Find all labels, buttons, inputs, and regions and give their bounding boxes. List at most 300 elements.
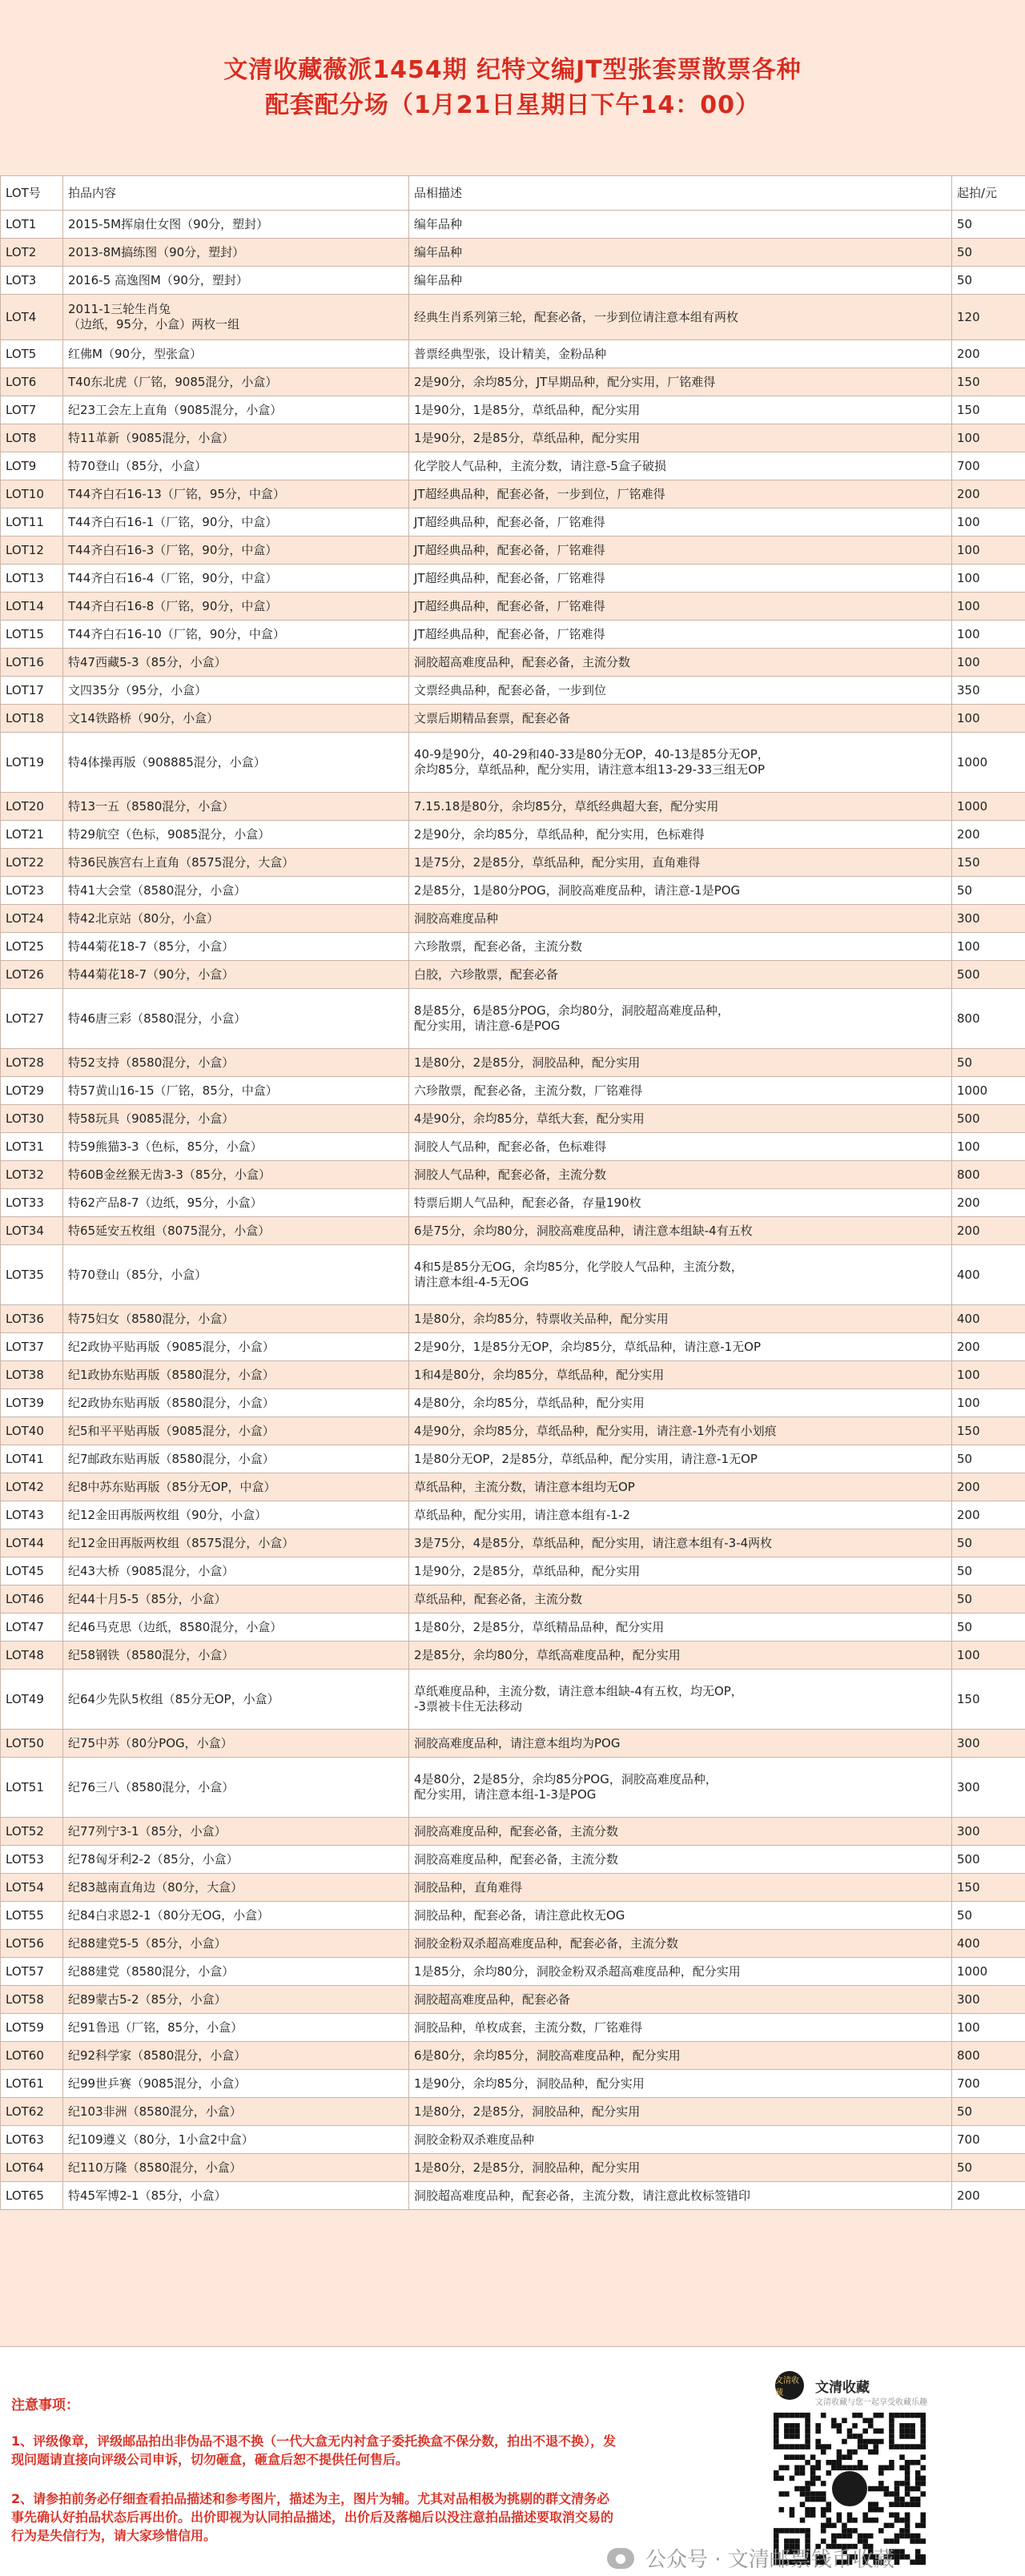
item-content: 纪89蒙古5-2（85分，小盒） [63, 1986, 409, 2014]
condition-description: 六珍散票，配套必备，主流分数，厂铭难得 [409, 1077, 952, 1105]
table-row [1, 621, 1025, 649]
start-price: 100 [952, 508, 1025, 536]
item-content: T44齐白石16-1（厂铭，90分，中盒） [63, 508, 409, 536]
lot-number: LOT32 [1, 1161, 63, 1189]
start-price: 300 [952, 1758, 1025, 1818]
table-row [1, 1105, 1025, 1133]
lot-number: LOT44 [1, 1529, 63, 1557]
item-content: 纪7邮政东贴再版（8580混分，小盒） [63, 1445, 409, 1473]
table-row [1, 2042, 1025, 2070]
start-price: 500 [952, 961, 1025, 989]
item-content: 特65延安五枚组（8075混分，小盒） [63, 1217, 409, 1245]
item-content: 2013-8M搞练图（90分，塑封） [63, 239, 409, 267]
item-content: 特70登山（85分，小盒） [63, 452, 409, 480]
start-price: 100 [952, 2014, 1025, 2042]
condition-description: 2是90分，余均85分，JT早期品种，配分实用，厂铭难得 [409, 368, 952, 396]
start-price: 50 [952, 267, 1025, 295]
lot-number: LOT37 [1, 1333, 63, 1361]
item-content: 特58玩具（9085混分，小盒） [63, 1105, 409, 1133]
condition-description: 洞胶超高难度品种，配套必备 [409, 1986, 952, 2014]
condition-description: 4是80分，2是85分，余均85分POG，洞胶高难度品种， 配分实用，请注意本组-1-3是POG [409, 1758, 952, 1818]
lot-number: LOT7 [1, 396, 63, 424]
lot-number: LOT18 [1, 705, 63, 733]
condition-description: 草纸品种，主流分数，请注意本组均无OP [409, 1473, 952, 1501]
table-row [1, 989, 1025, 1049]
start-price: 150 [952, 368, 1025, 396]
start-price: 200 [952, 1217, 1025, 1245]
item-content: 特13一五（8580混分，小盒） [63, 793, 409, 821]
start-price: 200 [952, 480, 1025, 508]
start-price: 50 [952, 1557, 1025, 1585]
item-content: 特29航空（色标，9085混分，小盒） [63, 821, 409, 849]
lot-number: LOT15 [1, 621, 63, 649]
table-row [1, 2154, 1025, 2182]
lot-number: LOT22 [1, 849, 63, 877]
condition-description: 1和4是80分，余均85分，草纸品种，配分实用 [409, 1361, 952, 1389]
table-row [1, 1585, 1025, 1614]
condition-description: 4和5是85分无OG，余均85分，化学胶人气品种，主流分数， 请注意本组-4-5无OG [409, 1245, 952, 1305]
condition-description: 1是80分无OP，2是85分，草纸品种，配分实用，请注意-1无OP [409, 1445, 952, 1473]
item-content: 纪84白求恩2-1（80分无OG，小盒） [63, 1902, 409, 1930]
watermark-text: 公众号 · 文清邮票钱币收藏 [645, 2543, 894, 2573]
item-content: T44齐白石16-4（厂铭，90分，中盒） [63, 565, 409, 593]
item-content: T44齐白石16-13（厂铭，95分，中盒） [63, 480, 409, 508]
item-content: 特36民族宫右上直角（8575混分，大盒） [63, 849, 409, 877]
lot-number: LOT40 [1, 1417, 63, 1445]
item-content: 纪92科学家（8580混分，小盒） [63, 2042, 409, 2070]
table-row [1, 396, 1025, 424]
condition-description: 洞胶高难度品种，请注意本组均为POG [409, 1730, 952, 1758]
table-row [1, 452, 1025, 480]
item-content: 红佛M（90分，型张盒） [63, 340, 409, 368]
table-row [1, 1874, 1025, 1902]
lot-number: LOT55 [1, 1902, 63, 1930]
item-content: 纪1政协东贴再版（8580混分，小盒） [63, 1361, 409, 1389]
condition-description: 白胶，六珍散票，配套必备 [409, 961, 952, 989]
item-content: 特70登山（85分，小盒） [63, 1245, 409, 1305]
start-price: 100 [952, 424, 1025, 452]
condition-description: JT超经典品种，配套必备，厂铭难得 [409, 593, 952, 621]
condition-description: 特票后期人气品种，配套必备，存量190枚 [409, 1189, 952, 1217]
condition-description: 洞胶超高难度品种，配套必备，主流分数，请注意此枚标签错印 [409, 2182, 952, 2210]
lot-number: LOT39 [1, 1389, 63, 1417]
table-row [1, 2098, 1025, 2126]
start-price: 800 [952, 2042, 1025, 2070]
start-price: 150 [952, 1417, 1025, 1445]
start-price: 50 [952, 1445, 1025, 1473]
lot-number: LOT61 [1, 2070, 63, 2098]
table-row [1, 1529, 1025, 1557]
table-row [1, 933, 1025, 961]
lot-number: LOT3 [1, 267, 63, 295]
start-price: 100 [952, 1361, 1025, 1389]
start-price: 1000 [952, 793, 1025, 821]
condition-description: 文票后期精品套票，配套必备 [409, 705, 952, 733]
condition-description: 4是90分，余均85分，草纸大套，配分实用 [409, 1105, 952, 1133]
item-content: 特52支持（8580混分，小盒） [63, 1049, 409, 1077]
condition-description: 洞胶品种，直角难得 [409, 1874, 952, 1902]
lot-number: LOT27 [1, 989, 63, 1049]
table-header-row [1, 176, 1025, 211]
item-content: 特62产品8-7（边纸，95分，小盒） [63, 1189, 409, 1217]
start-price: 500 [952, 1105, 1025, 1133]
lot-number: LOT63 [1, 2126, 63, 2154]
table-row [1, 1846, 1025, 1874]
start-price: 400 [952, 1245, 1025, 1305]
item-content: 特44菊花18-7（85分，小盒） [63, 933, 409, 961]
condition-description: 编年品种 [409, 267, 952, 295]
start-price: 50 [952, 1902, 1025, 1930]
item-content: 2016-5 高逸图M（90分，塑封） [63, 267, 409, 295]
table-row [1, 1758, 1025, 1818]
item-content: 纪2政协东贴再版（8580混分，小盒） [63, 1389, 409, 1417]
condition-description: 洞胶高难度品种，配套必备，主流分数 [409, 1846, 952, 1874]
table-row [1, 593, 1025, 621]
start-price: 50 [952, 1049, 1025, 1077]
start-price: 100 [952, 565, 1025, 593]
table-row [1, 1930, 1025, 1958]
item-content: 纪88建党（8580混分，小盒） [63, 1958, 409, 1986]
table-row [1, 705, 1025, 733]
start-price: 100 [952, 536, 1025, 565]
item-content: 文四35分（95分，小盒） [63, 677, 409, 705]
table-row [1, 340, 1025, 368]
lot-number: LOT42 [1, 1473, 63, 1501]
start-price: 200 [952, 1473, 1025, 1501]
condition-description: 1是80分，2是85分，洞胶品种，配分实用 [409, 2098, 952, 2126]
condition-description: 7.15.18是80分，余均85分，草纸经典超大套，配分实用 [409, 793, 952, 821]
item-content: 纪5和平平贴再版（9085混分，小盒） [63, 1417, 409, 1445]
item-content: 特4体操再版（908885混分，小盒） [63, 733, 409, 793]
condition-description: 1是80分，2是85分，草纸精品品种，配分实用 [409, 1614, 952, 1642]
qr-code-icon [774, 2413, 926, 2565]
item-content: 特41大会堂（8580混分，小盒） [63, 877, 409, 905]
table-row [1, 1902, 1025, 1930]
lot-number: LOT24 [1, 905, 63, 933]
lot-number: LOT17 [1, 677, 63, 705]
table-row [1, 1077, 1025, 1105]
table-row [1, 1189, 1025, 1217]
table-row [1, 368, 1025, 396]
header-condition: 品相描述 [409, 176, 952, 211]
table-row [1, 211, 1025, 239]
lot-number: LOT4 [1, 295, 63, 340]
condition-description: 2是85分，余均80分，草纸高难度品种，配分实用 [409, 1642, 952, 1670]
item-content: 纪83越南直角边（80分，大盒） [63, 1874, 409, 1902]
condition-description: 普票经典型张，设计精美，金粉品种 [409, 340, 952, 368]
title-line-1: 文清收藏薇派1454期 纪特文编JT型张套票散票各种 [223, 53, 802, 88]
item-content: 纪8中苏东贴再版（85分无OP，中盒） [63, 1473, 409, 1501]
item-content: 特11革新（9085混分，小盒） [63, 424, 409, 452]
condition-description: 洞胶人气品种，配套必备，色标难得 [409, 1133, 952, 1161]
start-price: 1000 [952, 1077, 1025, 1105]
start-price: 50 [952, 1529, 1025, 1557]
brand [775, 2371, 870, 2400]
table-row [1, 905, 1025, 933]
condition-description: 2是90分，余均85分，草纸品种，配分实用，色标难得 [409, 821, 952, 849]
start-price: 200 [952, 1333, 1025, 1361]
table-row [1, 1730, 1025, 1758]
condition-description: 草纸品种，配分实用，请注意本组有-1-2 [409, 1501, 952, 1529]
item-content: 纪12金田再版两枚组（90分，小盒） [63, 1501, 409, 1529]
item-content: T44齐白石16-3（厂铭，90分，中盒） [63, 536, 409, 565]
watermark [607, 2543, 894, 2573]
lot-number: LOT8 [1, 424, 63, 452]
condition-description: 1是90分，余均85分，洞胶品种，配分实用 [409, 2070, 952, 2098]
lot-number: LOT21 [1, 821, 63, 849]
condition-description: 40-9是90分，40-29和40-33是80分无OP，40-13是85分无OP， 余均85分，草纸品种，配分实用，请注意本组13-29-33三组无OP [409, 733, 952, 793]
lot-number: LOT38 [1, 1361, 63, 1389]
item-content: 特45军博2-1（85分，小盒） [63, 2182, 409, 2210]
item-content: 纪91鲁迅（厂铭，85分，小盒） [63, 2014, 409, 2042]
item-content: 纪44十月5-5（85分，小盒） [63, 1585, 409, 1614]
table-row [1, 536, 1025, 565]
start-price: 300 [952, 1730, 1025, 1758]
item-content: 特42北京站（80分，小盒） [63, 905, 409, 933]
condition-description: 洞胶金粉双杀超高难度品种，配套必备，主流分数 [409, 1930, 952, 1958]
lot-number: LOT43 [1, 1501, 63, 1529]
condition-description: 1是80分，2是85分，洞胶品种，配分实用 [409, 1049, 952, 1077]
condition-description: 洞胶高难度品种 [409, 905, 952, 933]
lot-number: LOT13 [1, 565, 63, 593]
item-content: 特47西藏5-3（85分，小盒） [63, 649, 409, 677]
item-content: T44齐白石16-8（厂铭，90分，中盒） [63, 593, 409, 621]
start-price: 200 [952, 1501, 1025, 1529]
condition-description: 文票经典品种，配套必备，一步到位 [409, 677, 952, 705]
condition-description: JT超经典品种，配套必备，厂铭难得 [409, 508, 952, 536]
condition-description: JT超经典品种，配套必备，厂铭难得 [409, 621, 952, 649]
condition-description: 草纸难度品种，主流分数，请注意本组缺-4有五枚，均无OP， -3票被卡住无法移动 [409, 1670, 952, 1730]
condition-description: 编年品种 [409, 239, 952, 267]
table-row [1, 1958, 1025, 1986]
table-row [1, 1333, 1025, 1361]
lot-number: LOT23 [1, 877, 63, 905]
lot-number: LOT14 [1, 593, 63, 621]
table-row [1, 849, 1025, 877]
lot-number: LOT20 [1, 793, 63, 821]
item-content: 特57黄山16-15（厂铭，85分，中盒） [63, 1077, 409, 1105]
table-row [1, 508, 1025, 536]
start-price: 100 [952, 593, 1025, 621]
condition-description: 编年品种 [409, 211, 952, 239]
start-price: 700 [952, 2070, 1025, 2098]
lot-number: LOT50 [1, 1730, 63, 1758]
table-row [1, 1818, 1025, 1846]
item-content: 2011-1三轮生肖兔 （边纸，95分，小盒）两枚一组 [63, 295, 409, 340]
start-price: 50 [952, 2098, 1025, 2126]
condition-description: 6是80分，余均85分，洞胶高难度品种，配分实用 [409, 2042, 952, 2070]
lot-number: LOT56 [1, 1930, 63, 1958]
item-content: 纪110万隆（8580混分，小盒） [63, 2154, 409, 2182]
item-content: 纪75中苏（80分POG，小盒） [63, 1730, 409, 1758]
item-content: 2015-5M挥扇仕女图（90分，塑封） [63, 211, 409, 239]
brand-name: 文清收藏 [815, 2376, 870, 2396]
table-row [1, 424, 1025, 452]
condition-description: 洞胶金粉双杀难度品种 [409, 2126, 952, 2154]
lot-number: LOT6 [1, 368, 63, 396]
start-price: 700 [952, 452, 1025, 480]
start-price: 100 [952, 933, 1025, 961]
start-price: 1000 [952, 1958, 1025, 1986]
condition-description: 3是75分，4是85分，草纸品种，配分实用，请注意本组有-3-4两枚 [409, 1529, 952, 1557]
condition-description: 4是90分，余均85分，草纸品种，配分实用，请注意-1外壳有小划痕 [409, 1417, 952, 1445]
table-row [1, 821, 1025, 849]
condition-description: 草纸品种，配套必备，主流分数 [409, 1585, 952, 1614]
item-content: 纪43大桥（9085混分，小盒） [63, 1557, 409, 1585]
start-price: 50 [952, 2154, 1025, 2182]
table-row [1, 1473, 1025, 1501]
lot-number: LOT41 [1, 1445, 63, 1473]
start-price: 50 [952, 1614, 1025, 1642]
lot-number: LOT25 [1, 933, 63, 961]
start-price: 150 [952, 1670, 1025, 1730]
lot-number: LOT46 [1, 1585, 63, 1614]
lot-number: LOT16 [1, 649, 63, 677]
table-row [1, 1501, 1025, 1529]
header-lot: LOT号 [1, 176, 63, 211]
notes-item-1: 1、评级像章，评级邮品拍出非伪品不退不换（一代大盒无内衬盒子委托换盒不保分数，拍出不退不换），发现问题请直接向评级公司申诉，切勿砸盒，砸盒后恕不提供任何售后。 [11, 2432, 620, 2469]
condition-description: 1是75分，2是85分，草纸品种，配分实用，直角难得 [409, 849, 952, 877]
start-price: 1000 [952, 733, 1025, 793]
item-content: 特75妇女（8580混分，小盒） [63, 1305, 409, 1333]
item-content: T40东北虎（厂铭，9085混分，小盒） [63, 368, 409, 396]
start-price: 100 [952, 1642, 1025, 1670]
item-content: 纪109遵义（80分，1小盒2中盒） [63, 2126, 409, 2154]
header-start-price: 起拍/元 [952, 176, 1025, 211]
start-price: 800 [952, 989, 1025, 1049]
condition-description: 6是75分，余均80分，洞胶高难度品种，请注意本组缺-4有五枚 [409, 1217, 952, 1245]
table-row [1, 1245, 1025, 1305]
condition-description: 六珍散票，配套必备，主流分数 [409, 933, 952, 961]
item-content: 文14铁路桥（90分，小盒） [63, 705, 409, 733]
lot-number: LOT48 [1, 1642, 63, 1670]
lot-number: LOT51 [1, 1758, 63, 1818]
table-row [1, 1361, 1025, 1389]
condition-description: JT超经典品种，配套必备，厂铭难得 [409, 536, 952, 565]
lot-number: LOT52 [1, 1818, 63, 1846]
notes-item-2: 2、请参拍前务必仔细查看拍品描述和参考图片，描述为主，图片为辅。尤其对品相极为挑剔的群文清务必事先确认好拍品状态后再出价。出价即视为认同拍品描述，出价后及落槌后以没注意拍品描述要取消交易的行为是失信行为，请大家珍惜信用。 [11, 2490, 620, 2545]
lot-number: LOT45 [1, 1557, 63, 1585]
lot-table [0, 175, 1025, 2210]
table-row [1, 649, 1025, 677]
start-price: 100 [952, 705, 1025, 733]
lot-number: LOT62 [1, 2098, 63, 2126]
table-row [1, 239, 1025, 267]
start-price: 400 [952, 1930, 1025, 1958]
lot-number: LOT9 [1, 452, 63, 480]
condition-description: 洞胶超高难度品种，配套必备，主流分数 [409, 649, 952, 677]
item-content: 纪77列宁3-1（85分，小盒） [63, 1818, 409, 1846]
table-row [1, 480, 1025, 508]
table-row [1, 1670, 1025, 1730]
lot-number: LOT28 [1, 1049, 63, 1077]
notes-section [0, 2346, 1025, 2576]
table-row [1, 2182, 1025, 2210]
lot-number: LOT59 [1, 2014, 63, 2042]
lot-number: LOT65 [1, 2182, 63, 2210]
item-content: 特44菊花18-7（90分，小盒） [63, 961, 409, 989]
lot-number: LOT64 [1, 2154, 63, 2182]
lot-number: LOT10 [1, 480, 63, 508]
item-content: 纪12金田再版两枚组（8575混分，小盒） [63, 1529, 409, 1557]
item-content: 纪88建党5-5（85分，小盒） [63, 1930, 409, 1958]
table-row [1, 1614, 1025, 1642]
lot-number: LOT36 [1, 1305, 63, 1333]
table-row [1, 733, 1025, 793]
condition-description: 1是90分，2是85分，草纸品种，配分实用 [409, 1557, 952, 1585]
condition-description: 1是90分，1是85分，草纸品种，配分实用 [409, 396, 952, 424]
condition-description: 8是85分，6是85分POG，余均80分，洞胶超高难度品种， 配分实用，请注意-6是POG [409, 989, 952, 1049]
table-row [1, 1389, 1025, 1417]
notes-title: 注意事项： [11, 2393, 79, 2413]
table-row [1, 1133, 1025, 1161]
start-price: 150 [952, 849, 1025, 877]
item-content: 纪2政协平贴再版（9085混分，小盒） [63, 1333, 409, 1361]
condition-description: 1是85分，余均80分，洞胶金粉双杀超高难度品种，配分实用 [409, 1958, 952, 1986]
table-row [1, 2014, 1025, 2042]
start-price: 100 [952, 621, 1025, 649]
table-row [1, 961, 1025, 989]
start-price: 200 [952, 1189, 1025, 1217]
start-price: 300 [952, 1818, 1025, 1846]
start-price: 200 [952, 2182, 1025, 2210]
lot-number: LOT31 [1, 1133, 63, 1161]
lot-number: LOT60 [1, 2042, 63, 2070]
start-price: 500 [952, 1846, 1025, 1874]
item-content: 特60B金丝猴无齿3-3（85分，小盒） [63, 1161, 409, 1189]
condition-description: 1是80分，余均85分，特票收关品种，配分实用 [409, 1305, 952, 1333]
condition-description: 化学胶人气品种，主流分数，请注意-5盒子破损 [409, 452, 952, 480]
item-content: 特46唐三彩（8580混分，小盒） [63, 989, 409, 1049]
lot-number: LOT49 [1, 1670, 63, 1730]
start-price: 150 [952, 396, 1025, 424]
lot-number: LOT34 [1, 1217, 63, 1245]
start-price: 350 [952, 677, 1025, 705]
table-row [1, 877, 1025, 905]
start-price: 100 [952, 1389, 1025, 1417]
condition-description: 洞胶人气品种，配套必备，主流分数 [409, 1161, 952, 1189]
item-content: 纪46马克思（边纸，8580混分，小盒） [63, 1614, 409, 1642]
table-row [1, 1557, 1025, 1585]
table-row [1, 1049, 1025, 1077]
start-price: 300 [952, 905, 1025, 933]
table-row [1, 1417, 1025, 1445]
start-price: 50 [952, 1585, 1025, 1614]
wechat-icon: ● [607, 2548, 634, 2569]
table-row [1, 1445, 1025, 1473]
lot-number: LOT12 [1, 536, 63, 565]
condition-description: JT超经典品种，配套必备，厂铭难得 [409, 565, 952, 593]
start-price: 400 [952, 1305, 1025, 1333]
item-content: 纪103非洲（8580混分，小盒） [63, 2098, 409, 2126]
table-row [1, 1986, 1025, 2014]
table-row [1, 1642, 1025, 1670]
lot-number: LOT58 [1, 1986, 63, 2014]
item-content: 特59熊猫3-3（色标，85分，小盒） [63, 1133, 409, 1161]
start-price: 150 [952, 1874, 1025, 1902]
table-row [1, 565, 1025, 593]
lot-number: LOT53 [1, 1846, 63, 1874]
table-row [1, 1217, 1025, 1245]
brand-subtitle: 文清收藏与您一起享受收藏乐趣 [815, 2395, 927, 2407]
lot-number: LOT33 [1, 1189, 63, 1217]
start-price: 800 [952, 1161, 1025, 1189]
start-price: 200 [952, 821, 1025, 849]
start-price: 120 [952, 295, 1025, 340]
item-content: 纪76三八（8580混分，小盒） [63, 1758, 409, 1818]
lot-number: LOT54 [1, 1874, 63, 1902]
table-row [1, 295, 1025, 340]
